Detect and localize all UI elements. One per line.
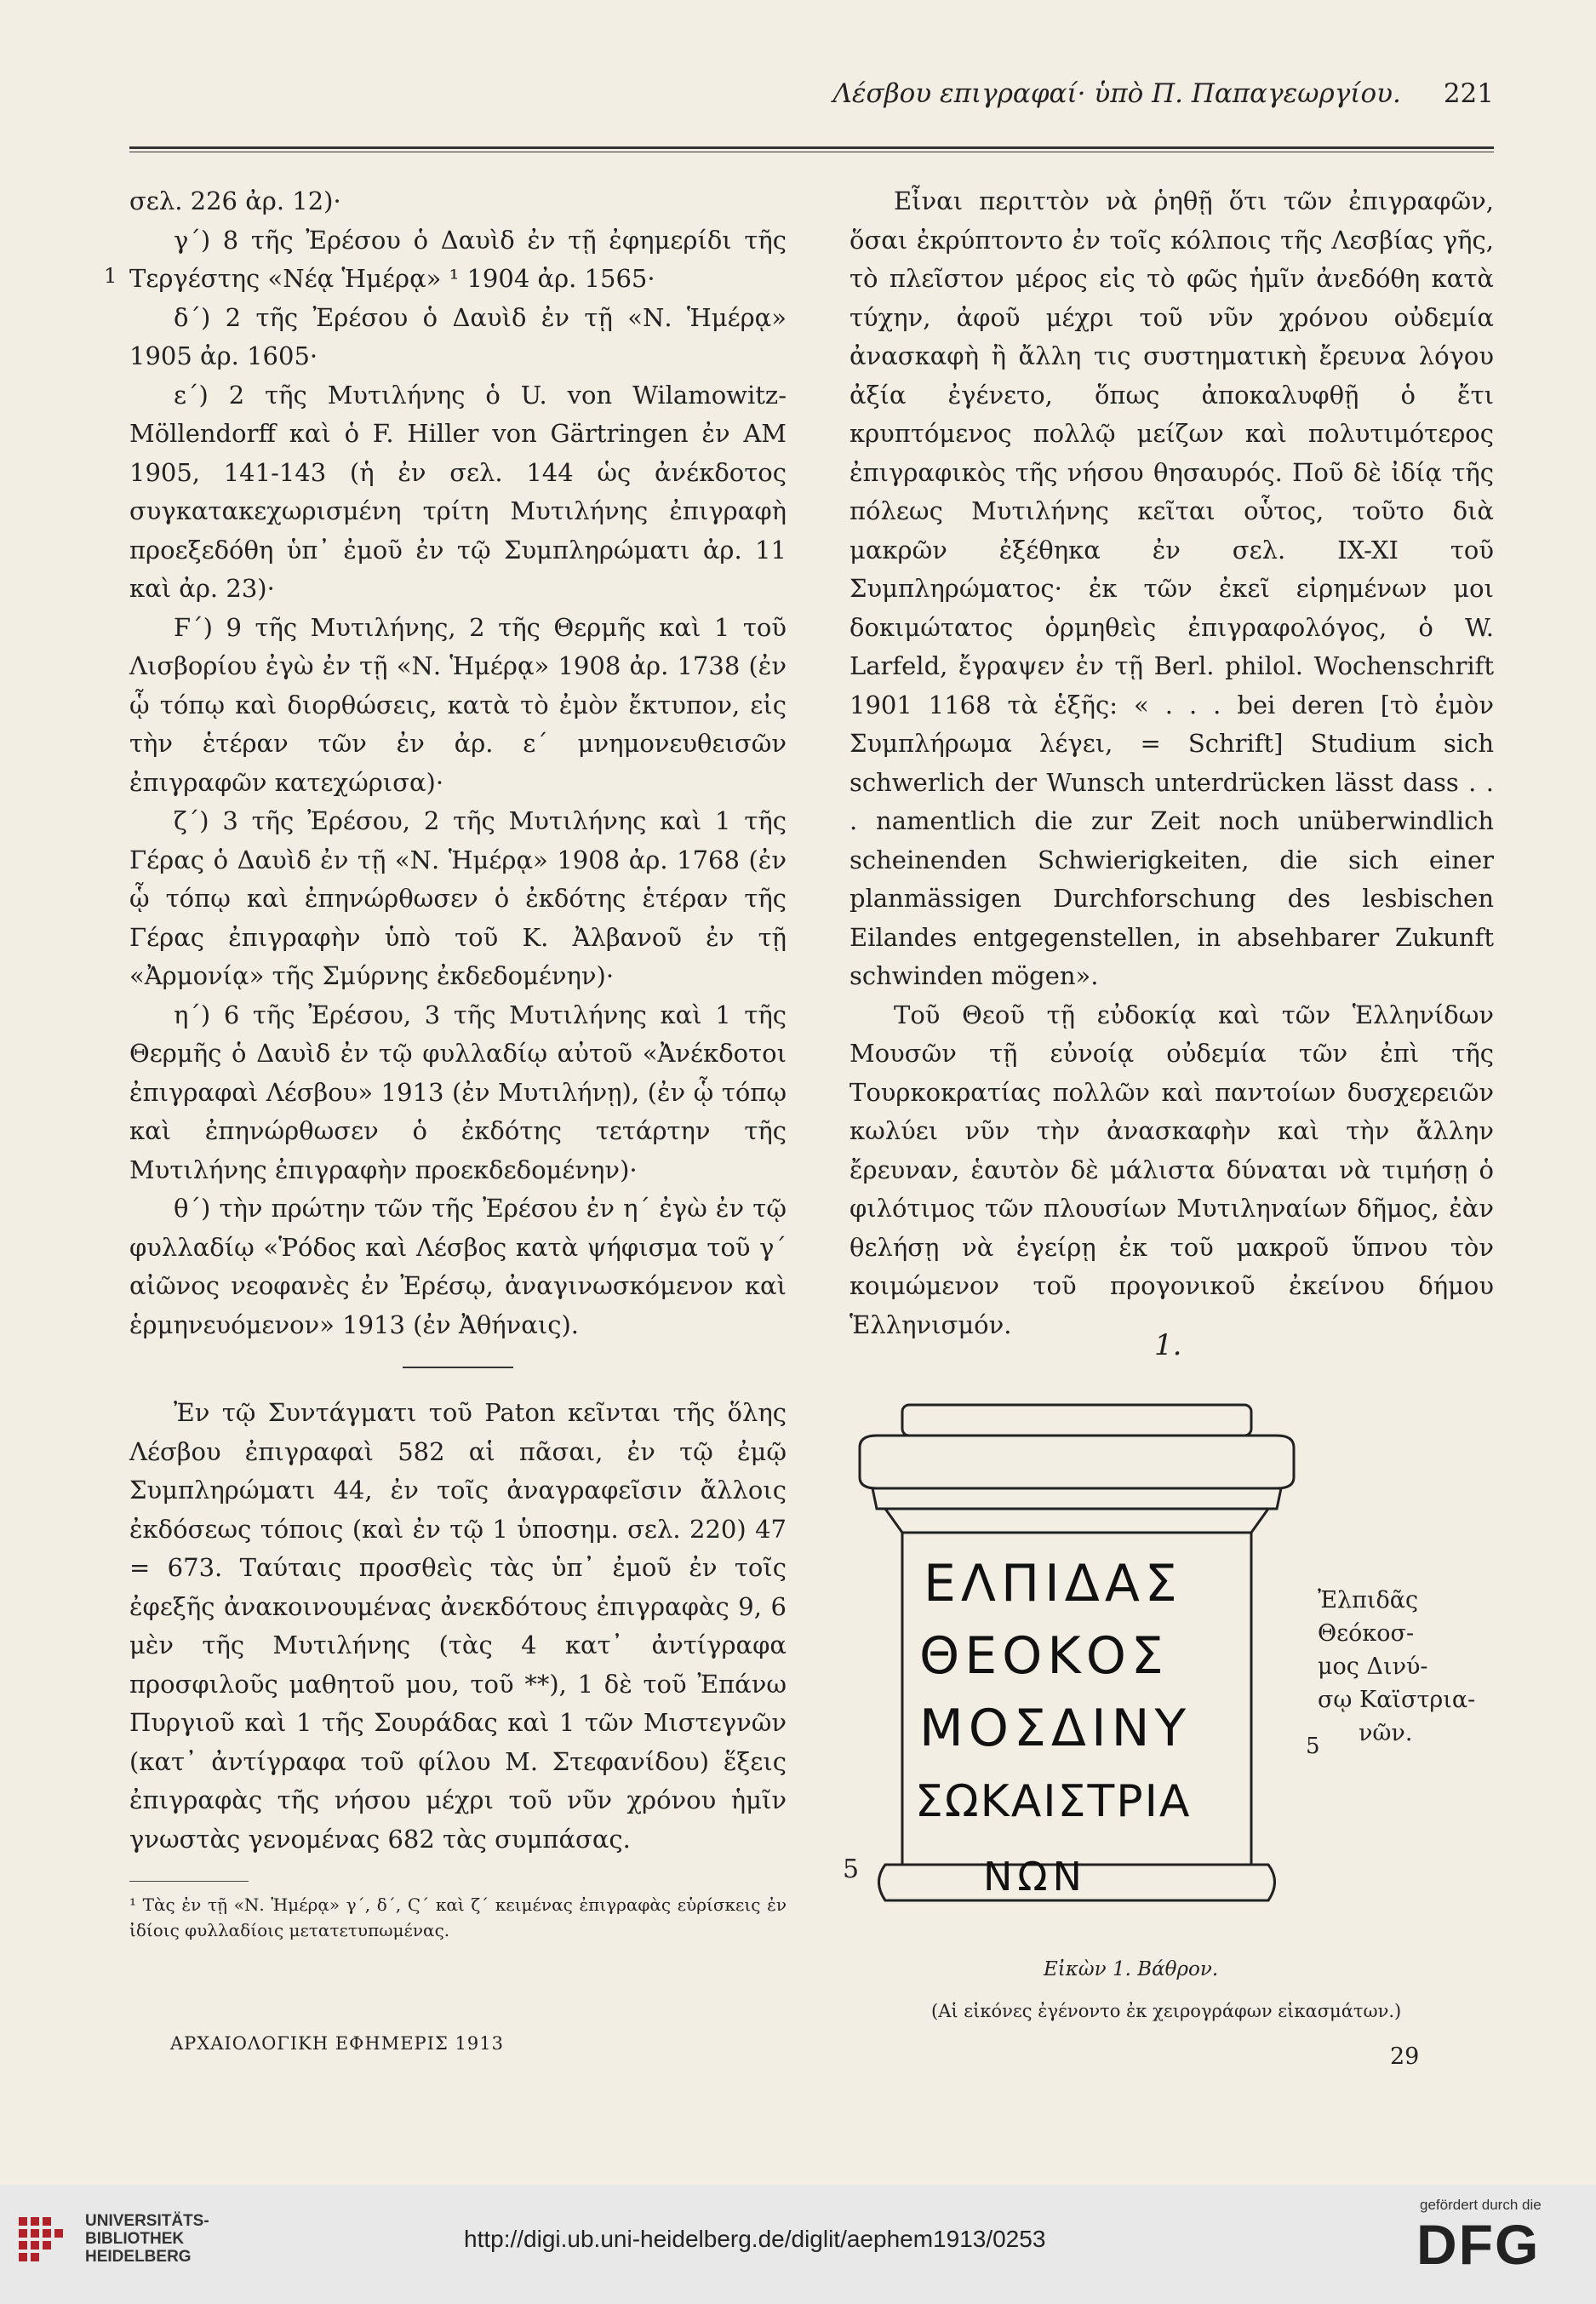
header-rule: [129, 146, 1494, 149]
figure-caption-note: (Αἱ εἰκόνες ἐγένοντο ἐκ χειρογράφων εἰκασμάτων.): [931, 2001, 1402, 2021]
section-divider: [403, 1367, 513, 1368]
paragraph: ζ΄) 3 τῆς Ἐρέσου, 2 τῆς Μυτιλήνης καὶ 1 τῆς Γέρας ὁ Δαυὶδ ἐν τῇ «Ν. Ἡμέρᾳ» 1908 ἀρ. 1768 (ἐν ᾧ τόπῳ καὶ ἐπηνώρθωσεν ὁ ἐκδότης ἑτέραν τῆς Γέρας ἐπιγραφὴν ὑπὸ τοῦ Κ. Ἀλβανοῦ ἐν τῇ «Ἀρμονίᾳ» τῆς Σμύρνης ἐκδεδομένην)·: [129, 806, 787, 990]
inscription-line: ΝΩΝ: [983, 1854, 1087, 1900]
paragraph: η΄) 6 τῆς Ἐρέσου, 3 τῆς Μυτιλήνης καὶ 1 τῆς Θερμῆς ὁ Δαυὶδ ἐν τῷ φυλλαδίῳ αὐτοῦ «Ἀνέκδοτοι ἐπιγραφαὶ Λέσβου» 1913 (ἐν Μυτιλήνῃ), (ἐν ᾧ τόπῳ καὶ ἐπηνώρθωσεν ὁ ἐκδότης τετάρτην τῆς Μυτιλήνης ἐπιγραφὴν προεκδεδομένην)·: [129, 1000, 787, 1184]
header-page-number: 221: [1443, 78, 1494, 109]
altar-cornice-lower: [885, 1509, 1268, 1533]
permalink-url[interactable]: http://digi.ub.uni-heidelberg.de/diglit/aephem1913/0253: [464, 2226, 1046, 2252]
paragraph: σελ. 226 ἀρ. 12)·: [129, 186, 341, 215]
inscription-line: ΕΛΠΙΔΑΣ: [924, 1554, 1182, 1613]
altar-base-drawing: [834, 1379, 1311, 1924]
university-library-logo-icon[interactable]: [15, 2214, 68, 2267]
library-name-line: UNIVERSITÄTS-: [85, 2212, 209, 2230]
inscription-line-marker: 5: [843, 1854, 860, 1884]
sheet-number: 29: [1390, 2043, 1420, 2070]
paragraph: Τοῦ Θεοῦ τῇ εὐδοκίᾳ καὶ τῶν Ἑλληνίδων Μουσῶν τῇ εὐνοίᾳ οὐδεμία τῶν ἐπὶ τῆς Τουρκοκρατίας πολλῶν καὶ παντοίων δυσχερειῶν κωλύει νῦν τὴν ἀνασκαφὴν καὶ τὴν ἄλλην ἔρευναν, ἑαυτὸν δὲ μάλιστα δύναται νὰ τιμήσῃ ὁ φιλότιμος τῶν πλουσίων Μυτιληναίων δῆμος, ἐὰν θελήσῃ νὰ ἐγείρῃ ἐκ τοῦ μακροῦ ὕπνου τὸν κοιμώμενον τοῦ προγονικοῦ ἐκείνου δήμου Ἑλληνισμόν.: [849, 1000, 1494, 1339]
margin-note-number: 1: [104, 264, 117, 288]
header-title: Λέσβου επιγραφαί· ὑπὸ Π. Παπαγεωργίου.: [832, 78, 1401, 109]
footnote-rule: [129, 1881, 249, 1882]
altar-upper-molding: [860, 1436, 1294, 1488]
transcription-line: Ἐλπιδᾶς: [1318, 1587, 1419, 1613]
inscription-line: ΜΟΣΔΙΝΥ: [919, 1699, 1192, 1758]
paragraph: δ΄) 2 τῆς Ἐρέσου ὁ Δαυὶδ ἐν τῇ «Ν. Ἡμέρᾳ» 1905 ἀρ. 1605·: [129, 302, 787, 370]
dfg-logo[interactable]: DFG: [1416, 2213, 1541, 2276]
transcription-line: μος Δινύ-: [1318, 1653, 1428, 1680]
transcription: [1318, 1584, 1475, 1750]
altar-top-cap: [902, 1405, 1251, 1436]
left-column: [129, 182, 787, 1943]
inscription-line: ΣΩΚΑΙΣΤΡΙΑ: [915, 1776, 1192, 1827]
journal-footer: ΑΡΧΑΙΟΛΟΓΙΚΗ ΕΦΗΜΕΡΙΣ 1913: [170, 2033, 504, 2054]
running-header: [129, 78, 1494, 109]
paragraph: Ἐν τῷ Συντάγματι τοῦ Paton κεῖνται τῆς ὅλης Λέσβου ἐπιγραφαὶ 582 αἱ πᾶσαι, ἐν τῷ ἐμῷ Συμπληρώματι 44, ἐν τοῖς ἀναγραφεῖσιν ἄλλοις ἐκδόσεως τόποις (καὶ ἐν τῷ 1 ὑποσημ. σελ. 220) 47 = 673. Ταύταις προσθεὶς τὰς ὑπ᾽ ἐμοῦ ἐν τοῖς ἐφεξῆς ἀνακοινουμένας ἀνεκδότους ἐπιγραφὰς 9, 6 μὲν τῆς Μυτιλήνης (τὰς 4 κατ᾽ ἀντίγραφα προσφιλοῦς μαθητοῦ μου, τοῦ **), 1 δὲ τοῦ Ἐπάνω Πυργιοῦ καὶ 1 τῆς Σουράδας καὶ 1 τῶν Μιστεγνῶν (κατ᾽ ἀντίγραφα τοῦ φίλου Μ. Στεφανίδου) ἕξεις ἐπιγραφὰς τῆς νήσου μέχρι τοῦ νῦν χρόνου ἡμῖν γνωστὰς γενομένας 682 τὰς συμπάσας.: [129, 1398, 787, 1854]
library-name-line: HEIDELBERG: [85, 2248, 192, 2266]
altar-cornice: [872, 1488, 1281, 1509]
paragraph: ε΄) 2 τῆς Μυτιλήνης ὁ U. von Wilamowitz-Möllendorff καὶ ὁ F. Hiller von Gärtringen ἐν AM 1905, 141-143 (ἡ ἐν σελ. 144 ὡς ἀνέκδοτος συγκατακεχωρισμένη τρίτη Μυτιλήνης ἐπιγραφὴ προεξεδόθη ὑπ᾽ ἐμοῦ ἐν τῷ Συμπληρώματι ἀρ. 11 καὶ ἀρ. 23)·: [129, 380, 787, 603]
paragraph: γ΄) 8 τῆς Ἐρέσου ὁ Δαυὶδ ἐν τῇ ἐφημερίδι τῆς Τεργέστης «Νέᾳ Ἡμέρᾳ» ¹ 1904 ἀρ. 1565·: [129, 225, 787, 293]
paragraph: θ΄) τὴν πρώτην τῶν τῆς Ἐρέσου ἐν η΄ ἐγὼ ἐν τῷ φυλλαδίῳ «Ῥόδος καὶ Λέσβος κατὰ ψήφισμα τοῦ γ΄ αἰῶνος νεοφανὲς ἐν Ἐρέσῳ, ἀναγινωσκόμενον καὶ ἑρμηνευόμενον» 1913 (ἐν Ἀθήναις).: [129, 1194, 787, 1339]
transcription-line: σῳ Καϊστρια-: [1318, 1687, 1476, 1713]
transcription-line: Θεόκοσ-: [1318, 1620, 1415, 1647]
right-column: [849, 182, 1494, 1344]
paragraph: Ϝ΄) 9 τῆς Μυτιλήνης, 2 τῆς Θερμῆς καὶ 1 τοῦ Λισβορίου ἐγὼ ἐν τῇ «Ν. Ἡμέρᾳ» 1908 ἀρ. 1738 (ἐν ᾧ τόπῳ καὶ διορθώσεις, κατὰ τὸ ἐμὸν ἔκτυπον, εἰς τὴν ἑτέραν τῶν ἐν ἀρ. ε΄ μνημονευθεισῶν ἐπιγραφῶν κατεχώρισα)·: [129, 612, 787, 797]
library-name-line: BIBLIOTHEK: [85, 2230, 185, 2248]
university-library-name[interactable]: [85, 2212, 209, 2266]
paragraph: Εἶναι περιττὸν νὰ ῥηθῇ ὅτι τῶν ἐπιγραφῶν, ὅσαι ἐκρύπτοντο ἐν τοῖς κόλποις τῆς Λεσβίας γῆς, τὸ πλεῖστον μέρος εἰς τὸ φῶς ἡμῖν ἀνεδόθη κατὰ τύχην, ἀφοῦ μέχρι τοῦ νῦν χρόνου οὐδεμία ἀνασκαφὴ ἢ ἄλλη τις συστηματικὴ ἔρευνα λόγου ἀξία ἐγένετο, ὅπως ἀποκαλυφθῇ ὁ ἔτι κρυπτόμενος πολλῷ μείζων καὶ πολυτιμότερος ἐπιγραφικὸς τῆς νήσου θησαυρός. Ποῦ δὲ ἰδίᾳ τῆς πόλεως Μυτιλήνης κεῖται οὗτος, τοῦτο διὰ μακρῶν ἐξέθηκα ἐν σελ. IX-XI τοῦ Συμπληρώματος· ἐκ τῶν ἐκεῖ εἰρημένων μοι δοκιμώτατος ὁρμηθεὶς ἐπιγραφολόγος, ὁ W. Larfeld, ἔγραψεν ἐν τῇ Berl. philol. Wochenschrift 1901 1168 τὰ ἑξῆς: « . . . bei deren [τὸ ἐμὸν Συμπλήρωμα λέγει, = Schrift] Studium sich schwerlich der Wunsch unterdrücken lässt dass . . . namentlich die zur Zeit noch unüberwindlich scheinenden Schwierigkeiten, die sich einer planmässigen Durchforschung des lesbischen Eilandes entgegenstellen, in absehbarer Zukunft schwinden mögen».: [849, 186, 1494, 990]
funder-label: gefördert durch die: [1420, 2197, 1542, 2213]
transcription-line: νῶν.: [1359, 1720, 1413, 1746]
inscription-line: ΘΕΟΚΟΣ: [919, 1626, 1169, 1686]
footnote: ¹ Τὰς ἐν τῇ «Ν. Ἡμέρᾳ» γ΄, δ΄, Ϛ΄ καὶ ζ΄ κειμένας ἐπιγραφὰς εὑρίσκεις ἐν ἰδίοις φυλλαδίοις μετατετυπωμένας.: [129, 1894, 787, 1940]
figure-caption: Εἰκὼν 1. Βάθρον.: [1044, 1958, 1219, 1980]
transcription-line-marker: 5: [1306, 1734, 1320, 1759]
figure-number: 1.: [1154, 1328, 1182, 1362]
